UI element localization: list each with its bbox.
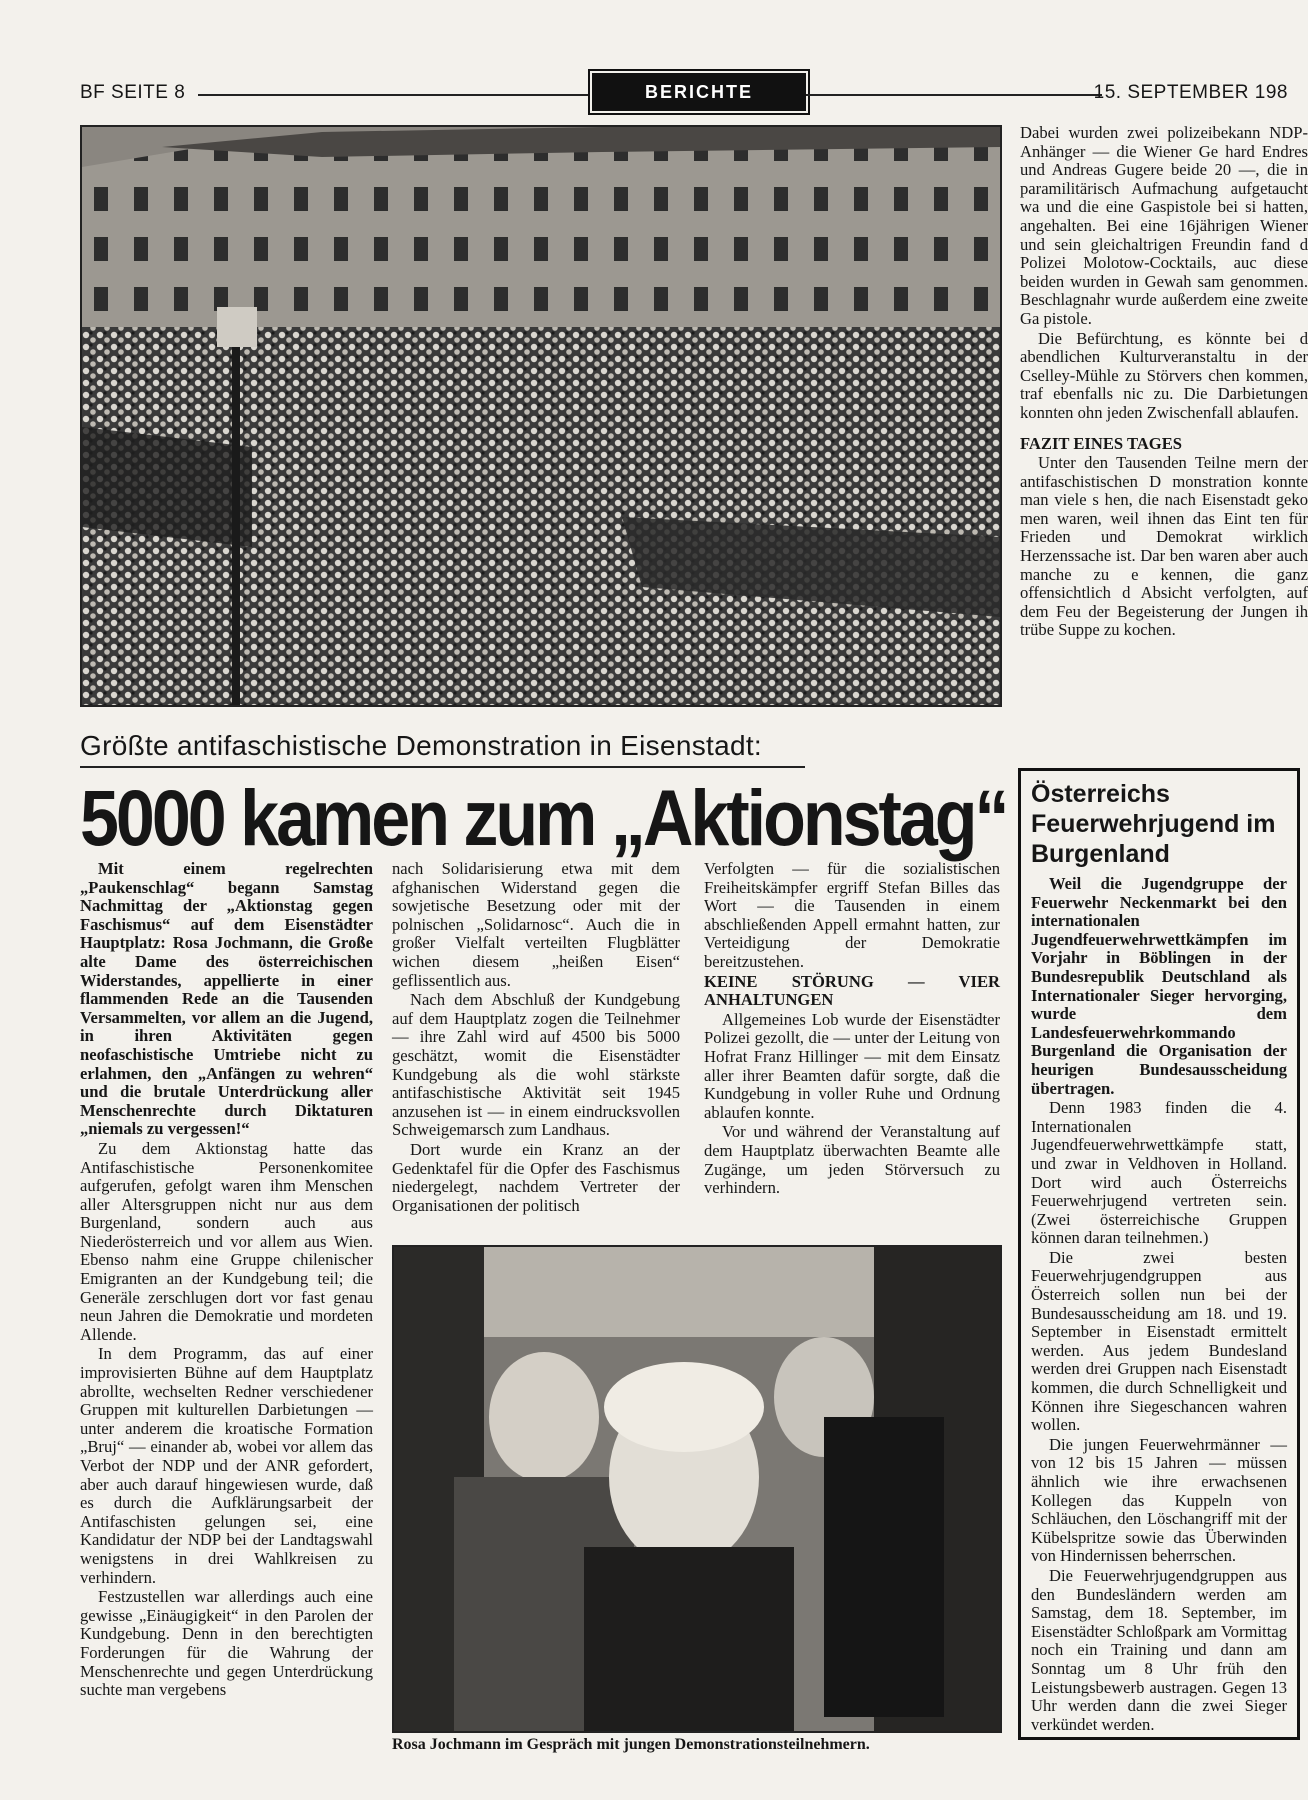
- right-paragraph: Dabei wurden zwei polizeibekann NDP-Anhänger — die Wiener Ge hard Endres und Andreas Gugere beide 20 —, die in paramilitärisch Aufmachung aufgetaucht wa und die eine Gaspistole bei si hatten, angehalten. Bei eine 16jährigen Wiener und sein gleichaltrigen Freundin fand d Polizei Molotow-Cocktails, auc diese beiden wurden in Gewah sam genommen. Beschlagnahr wurde außerdem eine zweite Ga pistole.: [1020, 123, 1308, 328]
- crowd-photo: [80, 125, 1002, 707]
- right-subhead: FAZIT EINES TAGES: [1020, 433, 1183, 453]
- photo-caption: Rosa Jochmann im Gespräch mit jungen Demonstrationsteilnehmern.: [392, 1736, 870, 1753]
- sidebar-box: [1018, 768, 1300, 1740]
- body-paragraph: Vor und während der Veranstaltung auf dem Hauptplatz überwachten Beamte alle Zugänge, um jeden Störversuch zu verhindern.: [704, 1122, 1000, 1198]
- body-paragraph: Festzustellen war allerdings auch eine gewisse „Einäugigkeit“ in den Parolen der Kundgebung. Denn in den berechtigten Forderungen für die Wahrung der Menschenrechte und gegen Unterdrückung suchte man vergebens: [80, 1587, 373, 1700]
- section-label: BERICHTE: [592, 73, 806, 111]
- article-column-3: [704, 860, 1000, 1199]
- sidebar-title: Österreichs Feuerwehrjugend im Burgenland: [1031, 780, 1276, 868]
- lead-paragraph: Mit einem regelrechten „Paukenschlag“ begann Samstag Nachmittag der „Aktionstag gegen Faschismus“ auf dem Eisenstädter Hauptplatz: Rosa Jochmann, die Große alte Dame des österreichischen Widerstandes, appellierte in einer flammenden Rede an die Tausenden Versammelten, vor allem an die Jugend, in ihren Aktivitäten gegen neofaschistische Umtriebe nicht zu erlahmen, den „Anfängen zu wehren“ und die brutale Unterdrückung aller Menschenrechte durch Diktaturen „niemals zu vergessen!“: [80, 859, 373, 1139]
- body-paragraph: In dem Programm, das auf einer improvisierten Bühne auf dem Hauptplatz abrollte, wechselten Redner verschiedener Gruppen mit kulturellen Darbietungen — unter anderem die kroatische Formation „Bruj“ — einander ab, wobei vor allem das Verbot der NDP und der ANR gefordert, aber auch darauf hingewiesen wurde, daß es durch die Aufklärungsarbeit der Antifaschisten gelungen sei, eine Kandidatur der NDP bei der Landtagswahl wenigstens in drei Wahlkreisen zu verhindern.: [80, 1344, 373, 1587]
- article-column-2: [392, 860, 680, 1216]
- header-rule-left: [198, 94, 588, 96]
- body-paragraph: Nach dem Abschluß der Kundgebung auf dem Hauptplatz zogen die Teilnehmer — ihre Zahl wird auf 4500 bis 5000 geschätzt, womit die Eisenstädter Kundgebung als die wohl stärkste antifaschistische Aktivität seit 1945 anzusehen ist — in einem eindrucksvollen Schweigemarsch zum Landhaus.: [392, 990, 680, 1140]
- right-paragraph: Unter den Tausenden Teilne mern der antifaschistischen D monstration konnte man viele s hen, die nach Eisenstadt geko men waren, weil ihnen das Eint ten für Frieden und Demokrat wirklich Herzenssache ist. Dar ben waren aber auch manche zu e kennen, die ganz offensichtlich d Absicht verfolgten, auf dem Feu der Begeisterung der Jungen ih trübe Suppe zu kochen.: [1020, 453, 1308, 640]
- header-rule-right: [806, 94, 1102, 96]
- right-paragraph: Die Befürchtung, es könnte bei d abendlichen Kulturveranstaltu in der Cselley-Mühle zu Störvers chen kommen, traf ebenfalls nic zu. Die Darbietungen konnten ohn jeden Zwischenfall ablaufen.: [1020, 328, 1308, 422]
- sidebar-paragraph: Die zwei besten Feuerwehrjugendgruppen aus Österreich sollen nun bei der Bundesausscheidung am 18. und 19. September in Eisenstadt ermittelt werden. Aus jedem Bundesland werden drei Gruppen nach Eisenstadt kommen, die durch Schnelligkeit und Können ihre Siegeschancen wahren wollen.: [1031, 1247, 1287, 1435]
- sidebar-paragraph: Denn 1983 finden die 4. Internationalen Jugendfeuerwehrwettkämpfe statt, und zwar in Veldhoven in Holland. Dort wird auch Österreichs Feuerwehrjugend vertreten sein. (Zwei österreichische Gruppen können daran teilnehmen.): [1031, 1098, 1287, 1248]
- body-paragraph: Zu dem Aktionstag hatte das Antifaschistische Personenkomitee aufgerufen, gefolgt waren ihm Menschen aller Altersgruppen nicht nur aus dem Burgenland, sondern auch aus Niederösterreich und vor allem aus Wien. Ebenso nahm eine Gruppe chilenischer Emigranten an der Kundgebung teil; die Generäle zerschlugen dort vor fast genau neun Jahren die Demokratie und mordeten Allende.: [80, 1138, 373, 1344]
- body-paragraph: Dort wurde ein Kranz an der Gedenktafel für die Opfer des Faschismus niedergelegt, nachdem Vertreter der Organisationen der politisch: [392, 1139, 680, 1215]
- kicker-rule: [80, 766, 805, 768]
- sidebar-paragraph: Die jungen Feuerwehrmänner — von 12 bis 15 Jahren — müssen ähnlich wie ihre erwachsenen Kollegen das Kuppeln von Schläuchen, den Löschangriff mit der Kübelspritze sowie das Überwinden von Hindernissen beherrschen.: [1031, 1434, 1287, 1566]
- article-kicker: Größte antifaschistische Demonstration in Eisenstadt:: [80, 730, 762, 761]
- sidebar-lead: Weil die Jugendgruppe der Feuerwehr Neckenmarkt bei den internationalen Jugendfeuerwehrwettkämpfen im Vorjahr in Böblingen in der Bundesrepublik Deutschland als Internationaler Sieger hervorging, wurde dem Landesfeuerwehrkommando Burgenland die Organisation der heurigen Bundesausscheidung übertragen.: [1031, 874, 1287, 1098]
- article-headline: 5000 kamen zum „Aktionstag“: [80, 774, 1007, 862]
- page-label: BF SEITE 8: [80, 82, 186, 103]
- sidebar-paragraph: Die Feuerwehrjugendgruppen aus den Bundesländern werden am Samstag, dem 18. September, im Eisenstädter Schloßpark am Vormittag noch ein Training und dann am Sonntag um 8 Uhr früh den Leistungsbewerb austragen. Gegen 13 Uhr werden dann die zwei Sieger verkündet werden.: [1031, 1565, 1287, 1734]
- body-paragraph: nach Solidarisierung etwa mit dem afghanischen Widerstand gegen die sowjetische Besetzung oder mit der polnischen „Solidarnosc“. Auch die in großer Vielfalt verteilten Flugblätter wichen diesem „heißen Eisen“ geflissentlich aus.: [392, 859, 680, 990]
- column-subhead: KEINE STÖRUNG — VIER ANHALTUNGEN: [704, 971, 1000, 1010]
- body-paragraph: Allgemeines Lob wurde der Eisenstädter Polizei gezollt, die — unter der Leitung von Hofrat Franz Hillinger — mit dem Einsatz aller ihrer Beamten dafür sorgte, daß die Kundgebung in voller Ruhe und Ordnung ablaufen konnte.: [704, 1009, 1000, 1122]
- issue-date: 15. SEPTEMBER 198: [1093, 82, 1288, 103]
- portrait-photo: [392, 1245, 1002, 1733]
- right-column-text: [1020, 124, 1308, 641]
- article-column-1: [80, 860, 373, 1701]
- body-paragraph: Verfolgten — für die sozialistischen Freiheitskämpfer ergriff Stefan Billes das Wort — die Tausenden in einem abschließenden Appell ermahnt hatten, zur Verteidigung der Demokratie bereitzustehen.: [704, 859, 1000, 971]
